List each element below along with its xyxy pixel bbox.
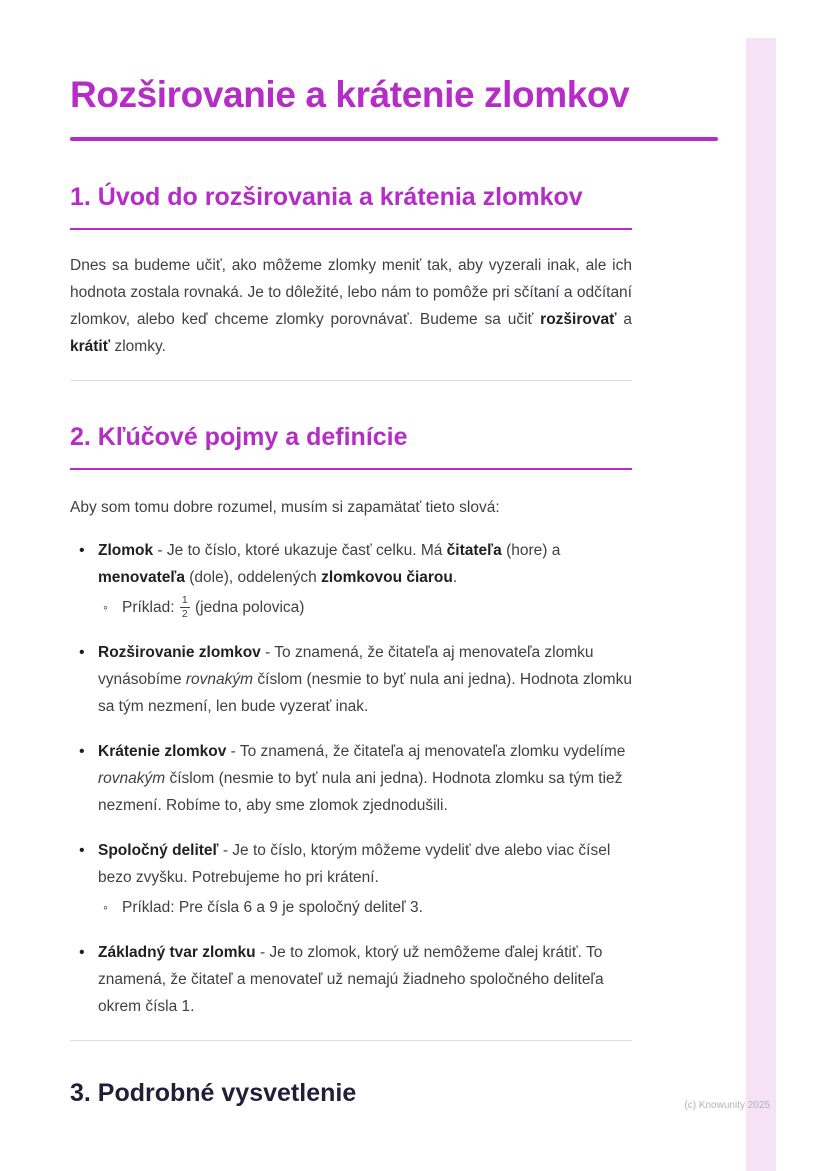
term-rozsirovanie xyxy=(70,639,632,720)
section-2-intro: Aby som tomu dobre rozumel, musím si zapamätať tieto slová: xyxy=(70,499,500,517)
term-zlomok-text: Zlomok - Je to číslo, ktoré ukazuje časť celku. Má čitateľa (hore) a menovateľa (dole), oddelených zlomkovou čiarou. xyxy=(98,542,561,587)
page-title: Rozširovanie a krátenie zlomkov xyxy=(70,74,630,115)
section-2-heading xyxy=(70,421,632,470)
title-rule xyxy=(70,137,718,141)
section-3-heading-text: 3. Podrobné vysvetlenie xyxy=(70,1079,357,1108)
term-rozsirovanie-text: Rozširovanie zlomkov - To znamená, že čitateľa aj menovateľa zlomku vynásobíme rovnakým číslom (nesmie to byť nula ani jedna). Hodnota zlomku sa tým nezmení, len bude vyzerať inak. xyxy=(98,644,632,716)
watermark: (c) Knowunity 2025 xyxy=(684,1100,770,1111)
key-terms-list xyxy=(70,537,632,1020)
term-zlomok xyxy=(70,537,632,621)
term-spolocny-delitel-example: ◦ Príklad: Pre čísla 6 a 9 je spoločný deliteľ 3. xyxy=(98,894,632,921)
document-content xyxy=(70,0,632,1110)
term-kratenie xyxy=(70,738,632,819)
section-divider xyxy=(70,380,632,381)
fraction: $\frac{1}{2}$ xyxy=(181,594,188,620)
section-3-heading xyxy=(70,1077,632,1110)
section-divider xyxy=(70,1040,632,1041)
term-spolocny-delitel-sublist xyxy=(98,894,632,921)
term-zakladny-tvar-text: Základný tvar zlomku - Je to zlomok, ktorý už nemôžeme ďalej krátiť. To znamená, že čitateľ a menovateľ už nemajú žiadneho spoločného deliteľa okrem čísla 1. xyxy=(98,944,604,1016)
term-zlomok-sublist xyxy=(98,594,632,621)
section-1-heading xyxy=(70,181,632,230)
term-spolocny-delitel xyxy=(70,837,632,921)
section-2-heading-text: 2. Kľúčové pojmy a definície xyxy=(70,423,408,452)
right-accent-stripe xyxy=(746,38,776,1171)
term-spolocny-delitel-text: Spoločný deliteľ - Je to číslo, ktorým môžeme vydeliť dve alebo viac čísel bezo zvyšku. Potrebujeme ho pri krátení. xyxy=(98,842,611,887)
section-1-paragraph: Dnes sa budeme učiť, ako môžeme zlomky meniť tak, aby vyzerali inak, ale ich hodnota zostala rovnaká. Je to dôležité, lebo nám to pomôže pri sčítaní a odčítaní zlomkov, alebo keď chceme zlomky porovnávať. Budeme sa učiť rozširovať a krátiť zlomky. xyxy=(70,257,632,356)
term-kratenie-text: Krátenie zlomkov - To znamená, že čitateľa aj menovateľa zlomku vydelíme rovnakým číslom (nesmie to byť nula ani jedna). Hodnota zlomku sa tým tiež nezmení. Robíme to, aby sme zlomok zjednodušili. xyxy=(98,743,626,815)
term-zlomok-example: ◦ Príklad: $\frac{1}{2}$ (jedna polovica) xyxy=(98,594,632,621)
term-zakladny-tvar xyxy=(70,939,632,1020)
section-1-heading-text: 1. Úvod do rozširovania a krátenia zlomkov xyxy=(70,183,583,212)
